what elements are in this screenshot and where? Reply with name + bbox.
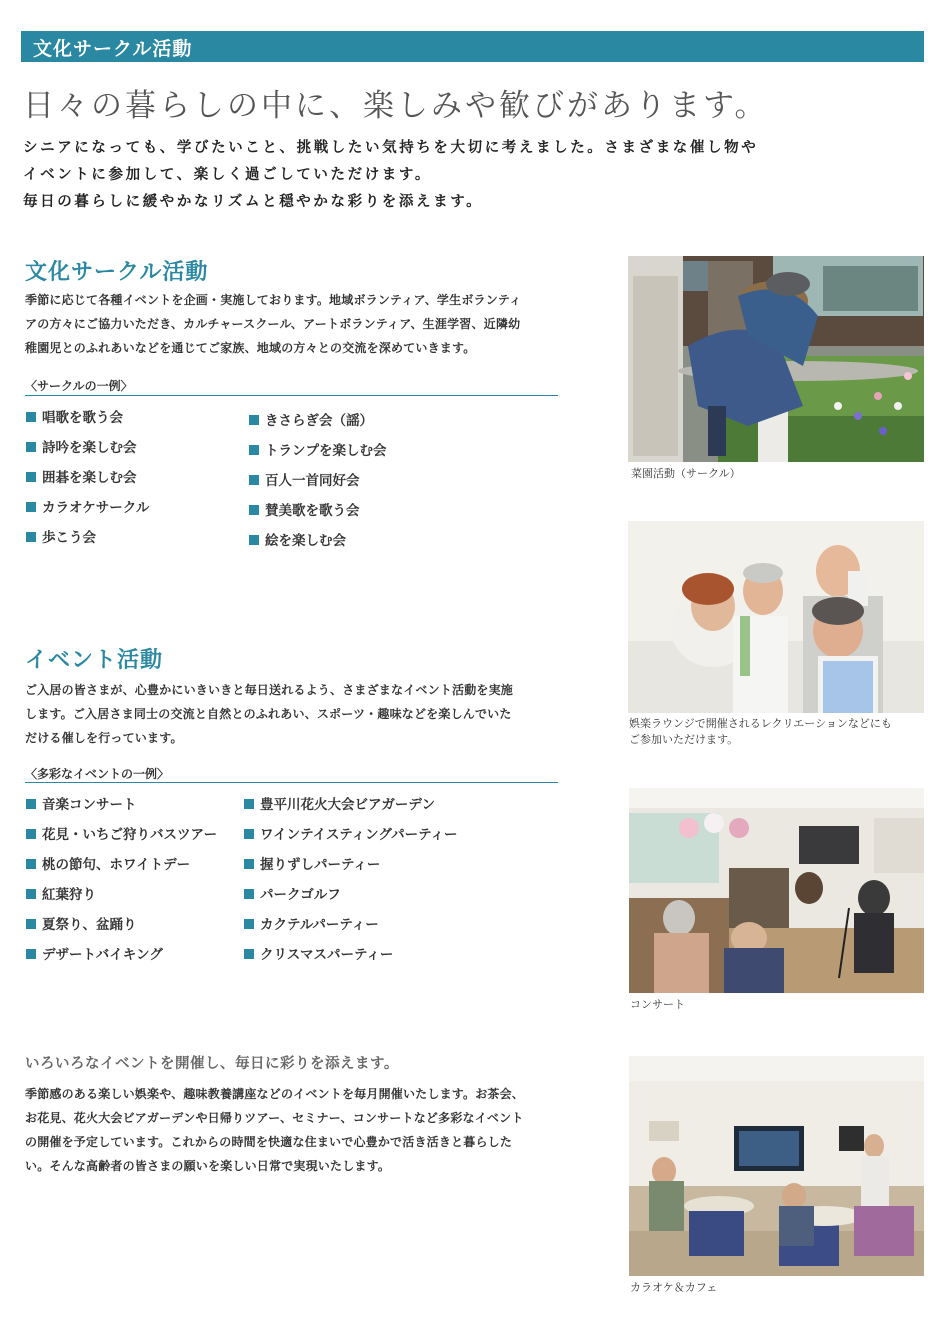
bullet-square-icon — [26, 859, 36, 869]
bullet-square-icon — [26, 919, 36, 929]
closing-heading: いろいろなイベントを開催し、毎日に彩りを添えます。 — [25, 1056, 399, 1072]
list-item: デザートバイキング — [26, 945, 217, 975]
bullet-square-icon — [244, 889, 254, 899]
list-item: 桃の節句、ホワイトデー — [26, 855, 217, 885]
bullet-square-icon — [249, 475, 259, 485]
culture-list-heading: 〈サークルの一例〉 — [25, 379, 133, 393]
bullet-square-icon — [26, 829, 36, 839]
closing-body-line: お花見、花火大会ビアガーデンや日帰りツアー、セミナー、コンサートなど多彩なイベント — [25, 1111, 524, 1125]
list-item: 夏祭り、盆踊り — [26, 915, 217, 945]
bullet-square-icon — [244, 949, 254, 959]
list-item: 絵を楽しむ会 — [249, 531, 387, 561]
list-item: 握りずしパーティー — [244, 855, 458, 885]
intro-line: シニアになっても、学びたいこと、挑戦したい気持ちを大切に考えました。さまざまな催し物や — [23, 140, 759, 156]
bullet-square-icon — [244, 829, 254, 839]
intro-line: 毎日の暮らしに緩やかなリズムと穏やかな彩りを添えます。 — [23, 194, 484, 210]
events-body-line: します。ご入居さま同士の交流と自然とのふれあい、スポーツ・趣味などを楽しんでいた — [25, 707, 512, 721]
list-item: クリスマスパーティー — [244, 945, 458, 975]
bullet-square-icon — [249, 415, 259, 425]
culture-body-line: アの方々にご協力いただき、カルチャースクール、アートボランティア、生涯学習、近隣幼 — [25, 317, 521, 331]
concert-photo — [629, 788, 924, 993]
bullet-square-icon — [26, 442, 36, 452]
events-body-line: だける催しを行っています。 — [25, 731, 183, 745]
list-item: ワインテイスティングパーティー — [244, 825, 458, 855]
list-item: 花見・いちご狩りバスツアー — [26, 825, 217, 855]
culture-list-col2 — [249, 411, 387, 561]
lounge-caption-line: ご参加いただけます。 — [629, 733, 739, 746]
section-banner — [21, 31, 924, 62]
concert-caption: コンサート — [630, 998, 685, 1011]
list-item: 詩吟を楽しむ会 — [26, 438, 149, 468]
bullet-square-icon — [249, 535, 259, 545]
closing-body-line: の開催を予定しています。これからの時間を快適な住まいで心豊かで活き活きと暮らした — [25, 1135, 513, 1149]
list-item: カラオケサークル — [26, 498, 149, 528]
culture-list-col1 — [26, 408, 149, 558]
events-list-col2 — [244, 795, 458, 975]
list-item: きさらぎ会（謡） — [249, 411, 387, 441]
bullet-square-icon — [244, 799, 254, 809]
intro-line: イベントに参加して、楽しく過ごしていただけます。 — [23, 167, 432, 183]
bullet-square-icon — [244, 859, 254, 869]
list-item: 唱歌を歌う会 — [26, 408, 149, 438]
lounge-photo — [628, 521, 924, 713]
bullet-square-icon — [26, 949, 36, 959]
lounge-caption-line: 娯楽ラウンジで開催されるレクリエーションなどにも — [629, 717, 892, 730]
list-item: 豊平川花火大会ビアガーデン — [244, 795, 458, 825]
closing-body-line: い。そんな高齢者の皆さまの願いを楽しい日常で実現いたします。 — [25, 1159, 391, 1173]
bullet-square-icon — [26, 889, 36, 899]
closing-body — [25, 1082, 524, 1178]
list-item: 賛美歌を歌う会 — [249, 501, 387, 531]
banner-title: 文化サークル活動 — [33, 38, 193, 60]
bullet-square-icon — [26, 532, 36, 542]
list-item: 紅葉狩り — [26, 885, 217, 915]
bullet-square-icon — [26, 472, 36, 482]
karaoke-caption: カラオケ＆カフェ — [630, 1281, 718, 1294]
events-body-line: ご入居の皆さまが、心豊かにいきいきと毎日送れるよう、さまざまなイベント活動を実施 — [25, 683, 514, 697]
bullet-square-icon — [244, 919, 254, 929]
events-list-heading: 〈多彩なイベントの一例〉 — [25, 767, 170, 781]
events-body — [25, 678, 513, 750]
lounge-caption — [629, 716, 892, 748]
garden-caption: 菜園活動（サークル） — [631, 467, 741, 480]
bullet-square-icon — [26, 799, 36, 809]
list-item: 歩こう会 — [26, 528, 149, 558]
bullet-square-icon — [26, 502, 36, 512]
list-item: 百人一首同好会 — [249, 471, 387, 501]
culture-body-line: 季節に応じて各種イベントを企画・実施しております。地域ボランティア、学生ボランティ — [25, 293, 522, 307]
events-section-title: イベント活動 — [25, 648, 164, 673]
culture-body — [25, 288, 521, 360]
list-item: 音楽コンサート — [26, 795, 217, 825]
karaoke-photo — [629, 1056, 924, 1276]
list-item: パークゴルフ — [244, 885, 458, 915]
bullet-square-icon — [26, 412, 36, 422]
garden-photo — [628, 256, 924, 462]
events-list-col1 — [26, 795, 217, 975]
page-headline: 日々の暮らしの中に、楽しみや歓びがあります。 — [23, 88, 769, 124]
bullet-square-icon — [249, 445, 259, 455]
closing-body-line: 季節感のある楽しい娯楽や、趣味教養講座などのイベントを毎月開催いたします。お茶会、 — [25, 1087, 525, 1101]
culture-section-title: 文化サークル活動 — [25, 260, 209, 285]
culture-list-divider — [25, 395, 558, 396]
list-item: トランプを楽しむ会 — [249, 441, 387, 471]
bullet-square-icon — [249, 505, 259, 515]
list-item: カクテルパーティー — [244, 915, 458, 945]
list-item: 囲碁を楽しむ会 — [26, 468, 149, 498]
intro-paragraph — [23, 135, 903, 216]
events-list-divider — [25, 782, 558, 783]
culture-body-line: 稚園児とのふれあいなどを通じてご家族、地域の方々との交流を深めていきます。 — [25, 341, 476, 355]
